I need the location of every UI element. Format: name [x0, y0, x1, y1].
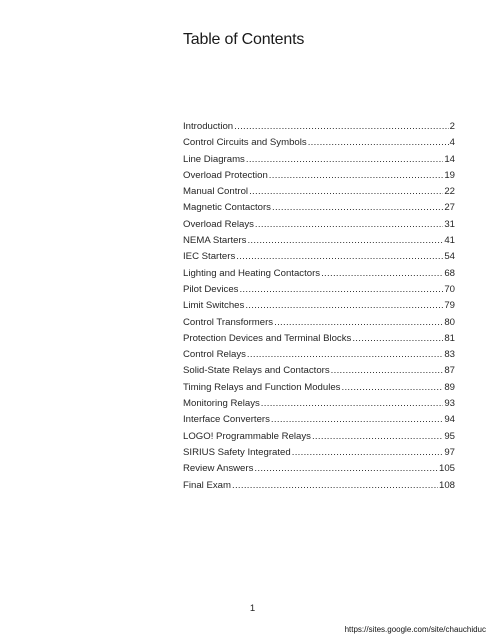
dot-leader	[255, 217, 443, 233]
dot-leader	[308, 135, 449, 151]
toc-entry-label: Limit Switches	[183, 300, 245, 312]
footer-url[interactable]: https://sites.google.com/site/chauchiduc	[344, 625, 486, 634]
table-of-contents	[183, 119, 455, 494]
toc-entry-magnetic-contactors[interactable]	[183, 200, 455, 216]
toc-entry-protection-devices-and-terminal-blocks[interactable]	[183, 331, 455, 347]
toc-entry-control-circuits-and-symbols[interactable]	[183, 135, 455, 151]
dot-leader	[239, 282, 443, 298]
dot-leader	[312, 429, 443, 445]
toc-entry-label: Review Answers	[183, 463, 254, 475]
toc-entry-nema-starters[interactable]	[183, 233, 455, 249]
toc-entry-label: Control Circuits and Symbols	[183, 137, 307, 149]
page-number: 1	[249, 603, 256, 614]
toc-entry-overload-protection[interactable]	[183, 168, 455, 184]
dot-leader	[269, 168, 444, 184]
toc-entry-label: Solid-State Relays and Contactors	[183, 365, 330, 377]
toc-entry-label: Control Relays	[183, 349, 246, 361]
dot-leader	[272, 200, 443, 216]
toc-entry-review-answers[interactable]	[183, 461, 455, 477]
dot-leader	[292, 445, 444, 461]
toc-entry-page: 89	[444, 381, 455, 393]
dot-leader	[271, 412, 443, 428]
dot-leader	[246, 152, 443, 168]
dot-leader	[234, 119, 449, 135]
toc-entry-label: Lighting and Heating Contactors	[183, 267, 321, 279]
toc-entry-limit-switches[interactable]	[183, 298, 455, 314]
toc-entry-label: Magnetic Contactors	[183, 202, 271, 214]
dot-leader	[261, 396, 444, 412]
toc-entry-label: Timing Relays and Function Modules	[183, 381, 341, 393]
dot-leader	[247, 347, 443, 363]
toc-entry-page: 31	[444, 218, 455, 230]
toc-entry-final-exam[interactable]	[183, 478, 455, 494]
toc-entry-page: 22	[444, 186, 455, 198]
toc-entry-label: Line Diagrams	[183, 153, 245, 165]
toc-entry-timing-relays-and-function-modules[interactable]	[183, 380, 455, 396]
toc-entry-solid-state-relays-and-contactors[interactable]	[183, 363, 455, 379]
toc-entry-lighting-and-heating-contactors[interactable]	[183, 266, 455, 282]
toc-entry-label: Interface Converters	[183, 414, 270, 426]
toc-entry-page: 94	[444, 414, 455, 426]
toc-entry-page: 108	[438, 479, 455, 491]
toc-entry-page: 41	[444, 235, 455, 247]
dot-leader	[247, 233, 443, 249]
toc-entry-label: Final Exam	[183, 479, 231, 491]
toc-entry-page: 4	[449, 137, 455, 149]
toc-entry-label: LOGO! Programmable Relays	[183, 430, 311, 442]
dot-leader	[254, 461, 438, 477]
toc-entry-sirius-safety-integrated[interactable]	[183, 445, 455, 461]
dot-leader	[274, 315, 443, 331]
toc-entry-label: Control Transformers	[183, 316, 274, 328]
toc-entry-monitoring-relays[interactable]	[183, 396, 455, 412]
toc-entry-label: Protection Devices and Terminal Blocks	[183, 332, 352, 344]
toc-entry-manual-control[interactable]	[183, 184, 455, 200]
dot-leader	[245, 298, 443, 314]
toc-entry-page: 19	[444, 169, 455, 181]
toc-entry-logo-programmable-relays[interactable]	[183, 429, 455, 445]
toc-entry-page: 93	[444, 398, 455, 410]
dot-leader	[341, 380, 443, 396]
toc-entry-overload-relays[interactable]	[183, 217, 455, 233]
toc-entry-label: Introduction	[183, 121, 234, 132]
dot-leader	[249, 184, 443, 200]
toc-entry-page: 83	[444, 349, 455, 361]
toc-entry-page: 95	[444, 430, 455, 442]
toc-entry-page: 81	[444, 332, 455, 344]
toc-entry-page: 105	[438, 463, 455, 475]
toc-entry-page: 70	[444, 283, 455, 295]
toc-entry-page: 79	[444, 300, 455, 312]
dot-leader	[232, 478, 438, 494]
dot-leader	[236, 249, 443, 265]
toc-entry-page: 68	[444, 267, 455, 279]
toc-entry-page: 87	[444, 365, 455, 377]
toc-entry-line-diagrams[interactable]	[183, 152, 455, 168]
toc-entry-page: 80	[444, 316, 455, 328]
toc-entry-label: Overload Protection	[183, 169, 268, 181]
page-title: Table of Contents	[183, 31, 305, 48]
toc-entry-interface-converters[interactable]	[183, 412, 455, 428]
toc-entry-label: Monitoring Relays	[183, 398, 260, 410]
toc-entry-page: 2	[449, 121, 455, 132]
dot-leader	[352, 331, 443, 347]
dot-leader	[331, 363, 444, 379]
toc-entry-label: NEMA Starters	[183, 235, 247, 247]
toc-entry-introduction[interactable]	[183, 119, 455, 135]
toc-entry-page: 54	[444, 251, 455, 263]
toc-entry-pilot-devices[interactable]	[183, 282, 455, 298]
dot-leader	[321, 266, 443, 282]
toc-entry-page: 14	[444, 153, 455, 165]
toc-entry-iec-starters[interactable]	[183, 249, 455, 265]
toc-entry-label: Manual Control	[183, 186, 249, 198]
toc-entry-label: Pilot Devices	[183, 283, 239, 295]
toc-entry-label: SIRIUS Safety Integrated	[183, 446, 291, 458]
toc-entry-control-relays[interactable]	[183, 347, 455, 363]
toc-entry-control-transformers[interactable]	[183, 315, 455, 331]
toc-entry-page: 27	[444, 202, 455, 214]
toc-entry-label: IEC Starters	[183, 251, 236, 263]
toc-entry-page: 97	[444, 446, 455, 458]
toc-entry-label: Overload Relays	[183, 218, 254, 230]
